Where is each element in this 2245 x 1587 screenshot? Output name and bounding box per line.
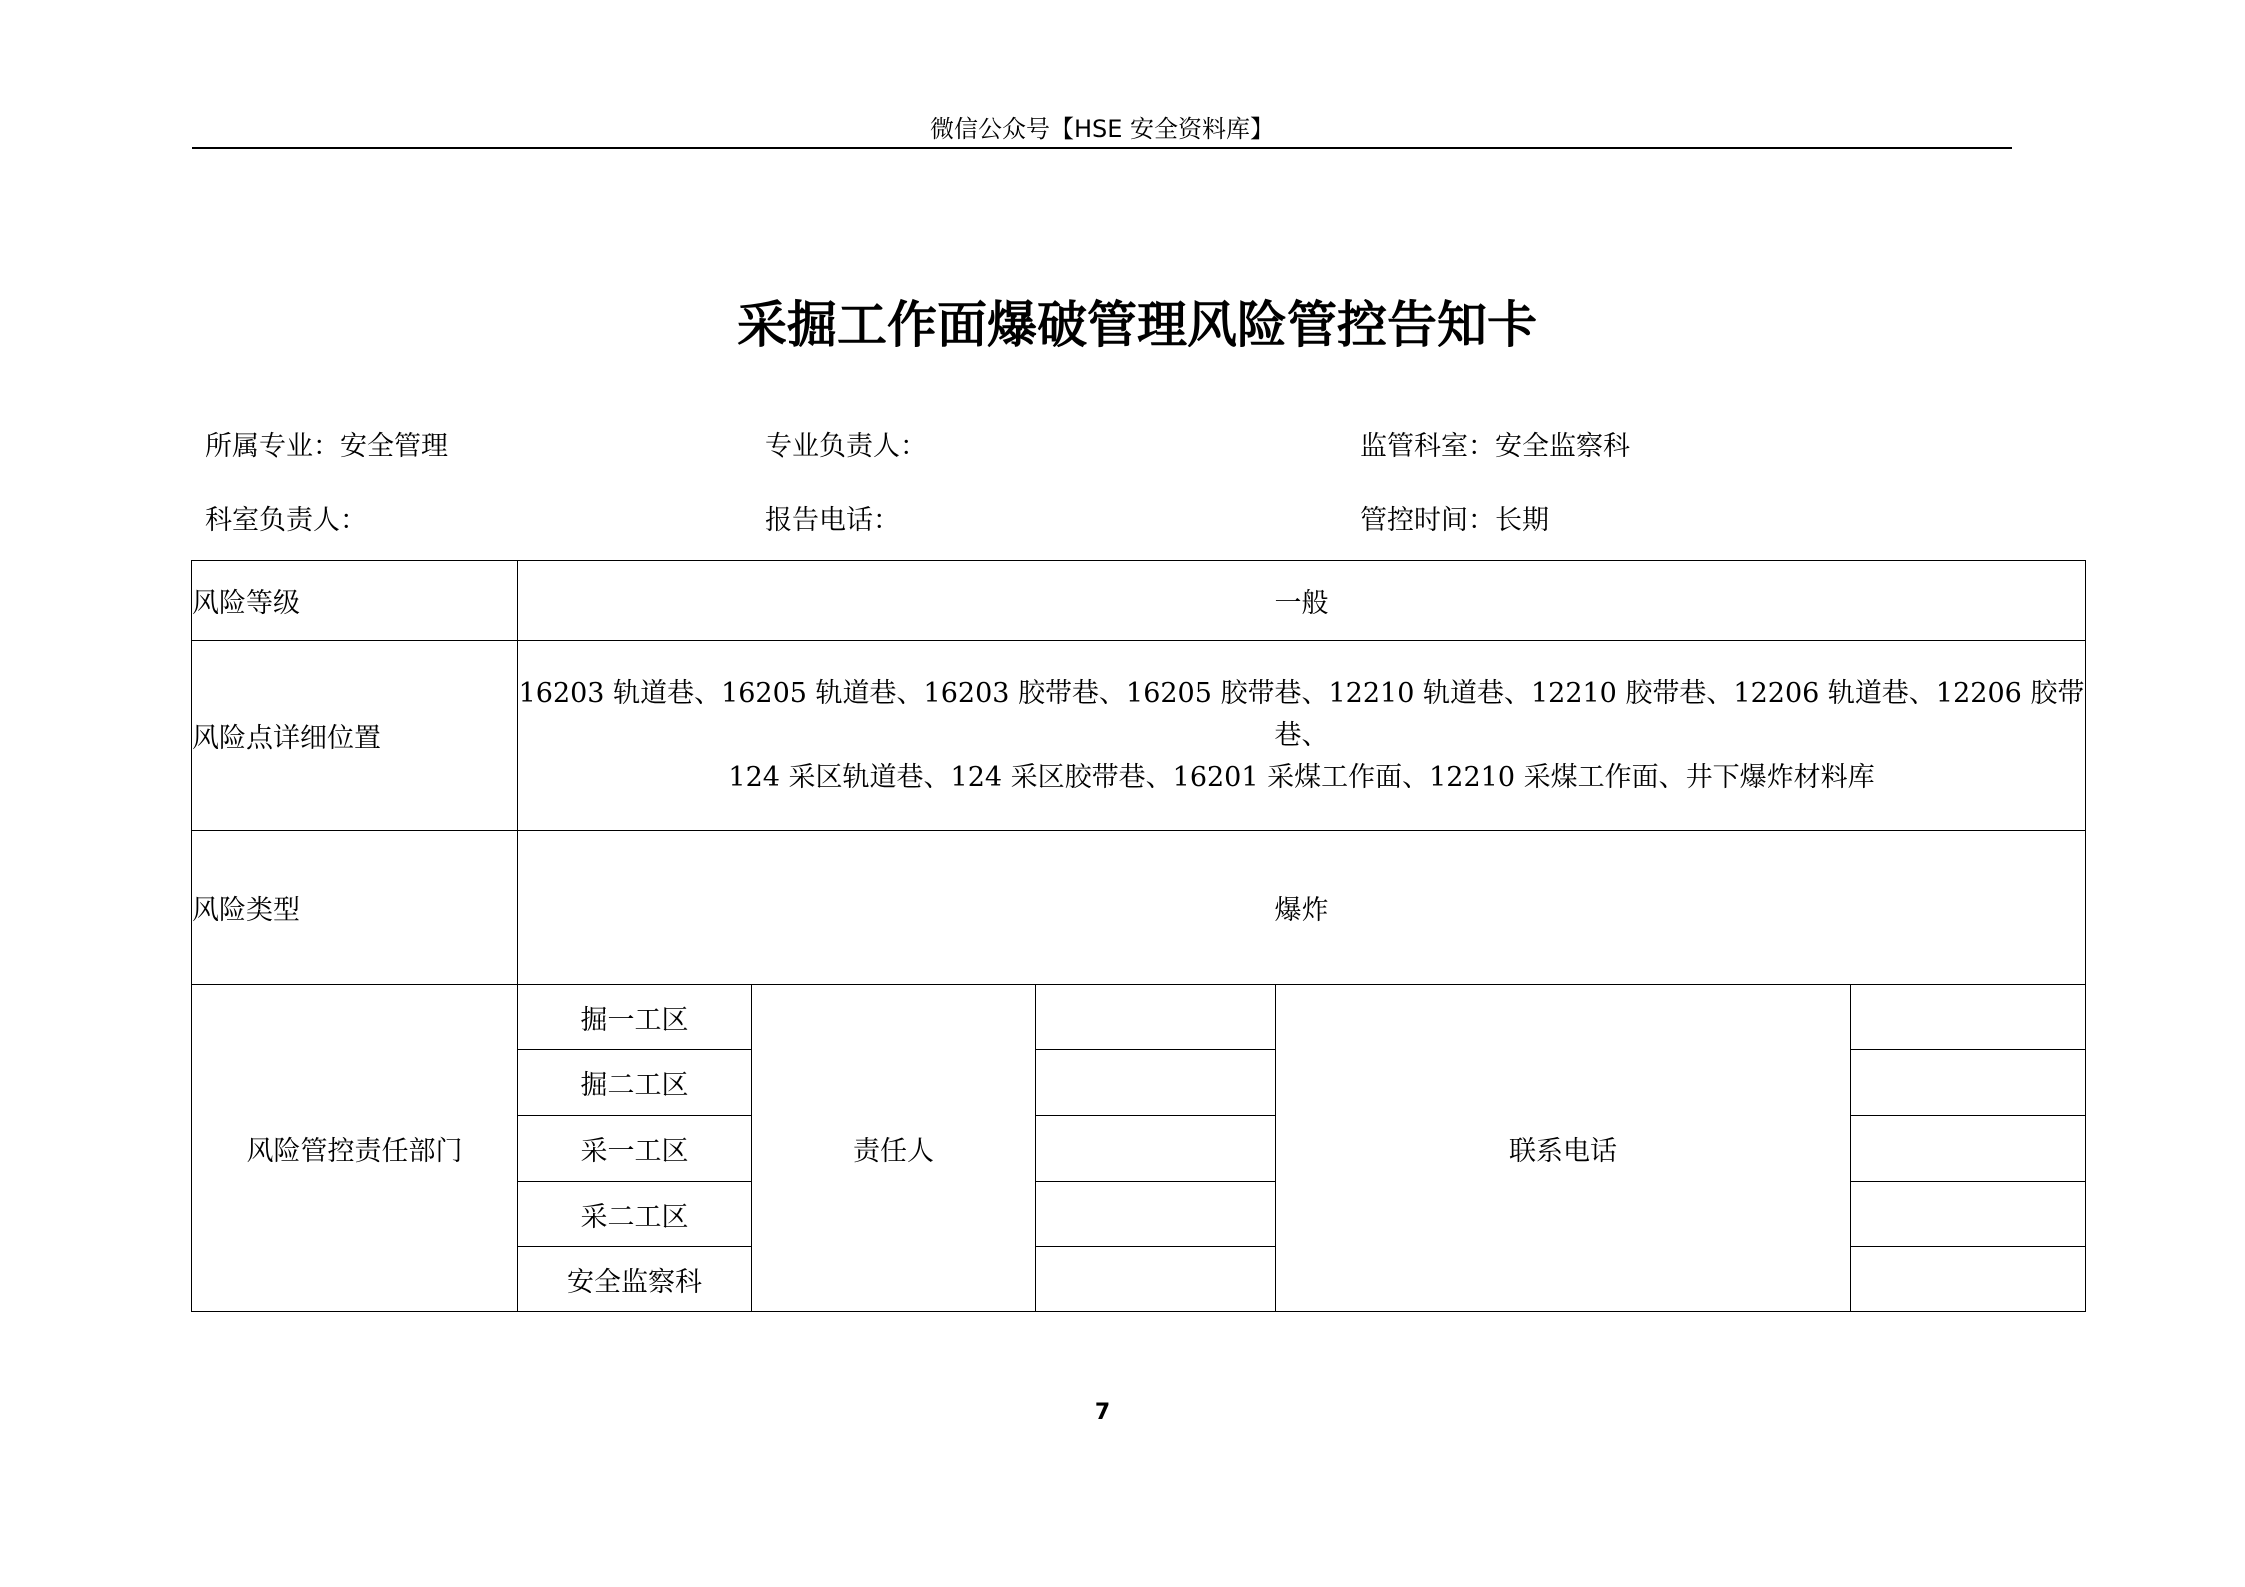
- header-divider: [192, 147, 2012, 149]
- meta-specialty: 所属专业：安全管理: [205, 431, 448, 462]
- table-row: [192, 985, 2086, 1050]
- page-header: 微信公众号【HSE 安全资料库】: [929, 115, 1275, 143]
- dept-cell: 掘一工区: [518, 985, 752, 1050]
- contact-phone-cell: [1851, 1050, 2086, 1116]
- dept-cell: 安全监察科: [518, 1247, 752, 1312]
- responsible-person-label: 责任人: [752, 985, 1036, 1312]
- meta-dept-lead: 科室负责人：: [205, 505, 367, 536]
- risk-location-line-2: 124 采区轨道巷、124 采区胶带巷、16201 采煤工作面、12210 采煤工作面、井下爆炸材料库: [728, 761, 1875, 793]
- risk-location-value: [518, 641, 2086, 831]
- meta-specialty-lead: 专业负责人：: [765, 431, 927, 462]
- risk-level-value: 一般: [518, 561, 2086, 641]
- risk-location-label: 风险点详细位置: [192, 641, 518, 831]
- contact-phone-cell: [1851, 1182, 2086, 1247]
- table-row: [192, 561, 2086, 641]
- dept-cell: 采二工区: [518, 1182, 752, 1247]
- meta-supervising-dept: 监管科室：安全监察科: [1360, 431, 1630, 462]
- document-title: 采掘工作面爆破管理风险管控告知卡: [737, 295, 1537, 354]
- meta-report-phone: 报告电话：: [765, 505, 900, 536]
- table-row: [192, 831, 2086, 985]
- table-row: [192, 641, 2086, 831]
- contact-phone-cell: [1851, 1116, 2086, 1182]
- contact-phone-label: 联系电话: [1276, 985, 1851, 1312]
- dept-cell: 采一工区: [518, 1116, 752, 1182]
- risk-level-label: 风险等级: [192, 561, 518, 641]
- responsible-person-cell: [1036, 1247, 1276, 1312]
- responsibility-dept-label: 风险管控责任部门: [192, 985, 518, 1312]
- contact-phone-cell: [1851, 1247, 2086, 1312]
- risk-card-table: [191, 560, 2086, 1312]
- responsible-person-cell: [1036, 1182, 1276, 1247]
- contact-phone-cell: [1851, 985, 2086, 1050]
- risk-location-line-1: 16203 轨道巷、16205 轨道巷、16203 胶带巷、16205 胶带巷、12210 轨道巷、12210 胶带巷、12206 轨道巷、12206 胶带巷、: [518, 677, 2085, 751]
- responsible-person-cell: [1036, 1050, 1276, 1116]
- page-number: 7: [1094, 1400, 1111, 1425]
- meta-control-period: 管控时间：长期: [1360, 505, 1549, 536]
- risk-type-label: 风险类型: [192, 831, 518, 985]
- responsible-person-cell: [1036, 1116, 1276, 1182]
- responsible-person-cell: [1036, 985, 1276, 1050]
- dept-cell: 掘二工区: [518, 1050, 752, 1116]
- risk-type-value: 爆炸: [518, 831, 2086, 985]
